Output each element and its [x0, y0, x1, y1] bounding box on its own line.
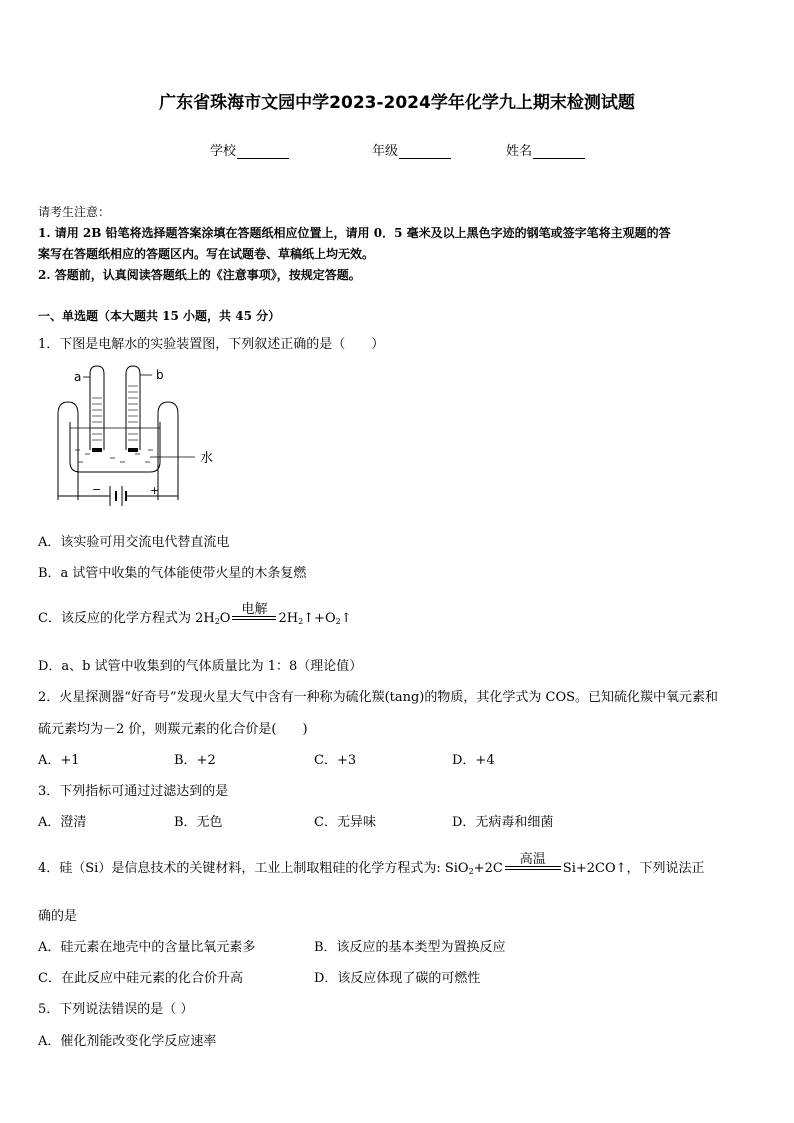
q2-option-a: A．+1 — [38, 753, 80, 768]
q1-option-c — [38, 601, 352, 626]
q4-stem-line1 — [38, 851, 705, 876]
tube-a — [90, 366, 104, 450]
q4-prefix: 4．硅（Si）是信息技术的关键材料，工业上制取粗硅的化学方程式为: SiO — [38, 861, 469, 876]
water-dashes — [75, 450, 153, 462]
q2-option-b: B．+2 — [174, 753, 216, 768]
school-field — [210, 140, 289, 159]
name-label: 姓名 — [506, 144, 533, 159]
q1-stem: 1．下图是电解水的实验装置图，下列叙述正确的是（ ） — [38, 337, 385, 352]
notice-heading: 请考生注意： — [38, 205, 111, 219]
q1-c-o: O — [219, 611, 231, 626]
q5-option-a: A．催化剂能改变化学反应速率 — [38, 1034, 217, 1049]
label-plus: + — [150, 484, 160, 497]
q1-option-b: B．a 试管中收集的气体能使带火星的木条复燃 — [38, 566, 307, 581]
q4-cond: 高温 — [519, 851, 546, 867]
grade-field — [372, 140, 451, 159]
q1-c-sub2: 2 — [298, 617, 304, 626]
q3-option-b: B．无色 — [174, 815, 223, 830]
electrode-right — [128, 448, 138, 452]
q4-stem-line2: 确的是 — [38, 909, 78, 924]
school-label: 学校 — [210, 144, 237, 159]
q4-sub1: 2 — [468, 867, 474, 876]
school-blank — [237, 145, 289, 159]
reaction-condition-high-temp — [503, 851, 563, 876]
name-field — [506, 140, 585, 159]
q5-stem: 5．下列说法错误的是（ ） — [38, 1002, 194, 1017]
q4-option-b: B．该反应的基本类型为置换反应 — [314, 940, 506, 955]
q4-mid1: +2C — [473, 861, 503, 876]
reaction-condition-electrolysis — [230, 601, 278, 626]
electrode-left — [92, 448, 102, 452]
q3-stem: 3．下列指标可通过过滤达到的是 — [38, 784, 229, 799]
tube-b — [126, 366, 140, 450]
q4-option-c: C．在此反应中硅元素的化合价升高 — [38, 971, 243, 986]
beaker — [70, 422, 160, 472]
notice-item2: 2. 答题前，认真阅读答题纸上的《注意事项》，按规定答题。 — [38, 268, 361, 282]
q2-option-c: C．+3 — [314, 753, 357, 768]
q1-option-a: A．该实验可用交流电代替直流电 — [38, 535, 230, 550]
label-water: 水 — [200, 451, 214, 466]
q1-c-prefix: C．该反应的化学方程式为 2H — [38, 611, 215, 626]
q1-c-sub1: 2 — [214, 617, 220, 626]
electrolysis-apparatus-figure — [50, 362, 240, 517]
right-outer-arm — [158, 402, 178, 500]
q3-option-d: D．无病毒和细菌 — [452, 815, 554, 830]
q4-option-a: A．硅元素在地壳中的含量比氧元素多 — [38, 940, 256, 955]
q4-option-d: D．该反应体现了碳的可燃性 — [314, 971, 481, 986]
notice-item1-line1: 1. 请用 2B 铅笔将选择题答案涂填在答题纸相应位置上，请用 0．5 毫米及以上黑色字迹的钢笔或签字笔将主观题的答 — [38, 226, 671, 240]
q2-option-d: D．+4 — [452, 753, 495, 768]
q1-c-end: ↑ — [340, 611, 352, 626]
q1-c-mid: ↑+O — [303, 611, 336, 626]
q4-mid2: Si+2CO↑，下列说法正 — [562, 861, 705, 876]
q2-stem-line2: 硫元素均为－2 价，则羰元素的化合价是( ) — [38, 722, 308, 737]
grade-label: 年级 — [372, 144, 399, 159]
q2-stem-line1: 2．火星探测器“好奇号”发现火星大气中含有一种称为硫化羰(tang)的物质，其化学式为 COS。已知硫化羰中氧元素和 — [38, 690, 719, 705]
q1-c-sub3: 2 — [335, 617, 341, 626]
q1-c-2h: 2H — [278, 611, 299, 626]
q3-option-c: C．无异味 — [314, 815, 376, 830]
q1-option-d: D．a、b 试管中收集到的气体质量比为 1：8（理论值） — [38, 659, 363, 674]
left-outer-arm — [58, 402, 78, 500]
notice-item1-line2: 案写在答题纸相应的答题区内。写在试题卷、草稿纸上均无效。 — [38, 247, 375, 261]
name-blank — [533, 145, 585, 159]
page-title: 广东省珠海市文园中学2023-2024学年化学九上期末检测试题 — [159, 93, 635, 113]
q1-c-cond: 电解 — [241, 601, 268, 617]
section1-heading: 一、单选题（本大题共 15 小题，共 45 分） — [38, 309, 281, 323]
label-b: b — [156, 368, 164, 382]
grade-blank — [399, 145, 451, 159]
label-minus: − — [92, 483, 102, 496]
label-a: a — [74, 370, 82, 384]
q3-option-a: A．澄清 — [38, 815, 87, 830]
